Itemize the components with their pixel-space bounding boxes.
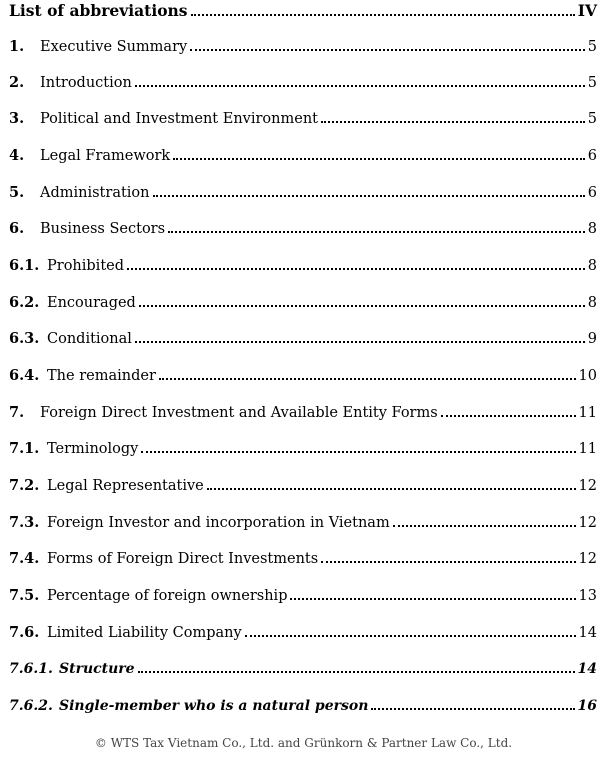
toc-entry-3[interactable] (9, 107, 597, 127)
page-footer: © WTS Tax Vietnam Co., Ltd. and Grünkorn & Partner Law Co., Ltd. (94, 736, 513, 750)
toc-entry-number: 1. (9, 38, 25, 55)
toc-entry-number: 7.3. (9, 514, 40, 531)
toc-leader-dots (135, 341, 585, 343)
toc-leader-dots (393, 525, 576, 527)
toc-leader-dots (138, 671, 575, 673)
toc-entry-label: List of abbreviations (9, 1, 188, 20)
toc-entry-5[interactable] (9, 181, 597, 201)
toc-entry-page: 12 (578, 551, 597, 567)
toc-leader-dots (207, 488, 576, 490)
toc-entry-label: Executive Summary (40, 39, 188, 55)
toc-leader-dots (321, 121, 585, 123)
toc-entry-label: Legal Representative (47, 478, 204, 494)
toc-entry-page: 8 (587, 221, 597, 237)
toc-entry-7-1[interactable] (9, 437, 597, 457)
toc-entry-label: The remainder (47, 368, 156, 384)
toc-entry-label: Prohibited (47, 258, 125, 274)
toc-entry-page: 8 (587, 258, 597, 274)
toc-entry-6-1[interactable] (9, 254, 597, 274)
toc-entry-number: 6.4. (9, 367, 40, 384)
toc-entry-page: 9 (587, 331, 597, 347)
toc-entry-page: 10 (578, 368, 597, 384)
toc-entry-label: Single-member who is a natural person (59, 698, 369, 714)
toc-entry-label: Limited Liability Company (47, 625, 242, 641)
toc-entry-number: 7. (9, 404, 25, 421)
toc-leader-dots (290, 598, 575, 600)
toc-entry-page: 16 (577, 698, 597, 714)
toc-entry-page: IV (577, 1, 597, 20)
toc-entry-page: 5 (587, 75, 597, 91)
toc-entry-number: 7.6. (9, 624, 40, 641)
toc-entry-6-4[interactable] (9, 364, 597, 384)
toc-entry-7[interactable] (9, 401, 597, 421)
toc-entry-label: Terminology (47, 441, 139, 457)
toc-entry-number: 5. (9, 184, 25, 201)
toc-entry-number: 2. (9, 74, 25, 91)
toc-entry-page: 5 (587, 39, 597, 55)
toc-entry-7-6[interactable] (9, 621, 597, 641)
toc-entry-page: 12 (578, 515, 597, 531)
toc-entry-7-5[interactable] (9, 584, 597, 604)
toc-entry-list-of-abbreviations[interactable] (9, 0, 597, 20)
toc-entry-label: Foreign Direct Investment and Available Entity Forms (40, 405, 438, 421)
toc-entry-number: 7.5. (9, 587, 40, 604)
toc-entry-number: 7.2. (9, 477, 40, 494)
toc-leader-dots (168, 231, 585, 233)
toc-entry-label: Structure (59, 661, 135, 677)
toc-entry-7-3[interactable] (9, 511, 597, 531)
toc-entry-label: Percentage of foreign ownership (47, 588, 288, 604)
toc-entry-number: 6. (9, 220, 25, 237)
toc-entry-label: Conditional (47, 331, 132, 347)
toc-entry-page: 14 (577, 661, 597, 677)
toc-entry-7-6-1[interactable] (9, 657, 597, 677)
toc-entry-label: Encouraged (47, 295, 136, 311)
toc-leader-dots (441, 415, 576, 417)
toc-leader-dots (139, 305, 585, 307)
toc-entry-label: Political and Investment Environment (40, 111, 318, 127)
toc-leader-dots (190, 49, 585, 51)
toc-entry-page: 6 (587, 148, 597, 164)
toc-entry-number: 6.2. (9, 294, 40, 311)
toc-leader-dots (245, 635, 576, 637)
toc-leader-dots (135, 85, 585, 87)
toc-leader-dots (141, 451, 575, 453)
toc-entry-label: Administration (40, 185, 150, 201)
toc-entry-label: Business Sectors (40, 221, 166, 237)
toc-entry-page: 5 (587, 111, 597, 127)
toc-leader-dots (127, 268, 585, 270)
toc-entry-2[interactable] (9, 71, 597, 91)
toc-entry-number: 7.4. (9, 550, 40, 567)
toc-entry-number: 4. (9, 147, 25, 164)
toc-entry-7-4[interactable] (9, 547, 597, 567)
toc-entry-1[interactable] (9, 35, 597, 55)
toc-entry-page: 13 (578, 588, 597, 604)
toc-leader-dots (159, 378, 576, 380)
toc-entry-number: 6.1. (9, 257, 40, 274)
toc-entry-4[interactable] (9, 144, 597, 164)
toc-entry-label: Introduction (40, 75, 132, 91)
toc-entry-page: 14 (578, 625, 597, 641)
toc-entry-label: Forms of Foreign Direct Investments (47, 551, 319, 567)
toc-leader-dots (321, 561, 575, 563)
toc-entry-7-6-2[interactable] (9, 694, 597, 714)
toc-entry-6-2[interactable] (9, 291, 597, 311)
toc-entry-page: 11 (578, 441, 597, 457)
toc-entry-6-3[interactable] (9, 327, 597, 347)
toc-entry-number: 7.1. (9, 440, 40, 457)
toc-leader-dots (153, 195, 585, 197)
toc-entry-number: 3. (9, 110, 25, 127)
toc-entry-number: 7.6.2. (9, 698, 53, 714)
toc-entry-page: 11 (578, 405, 597, 421)
toc-entry-label: Foreign Investor and incorporation in Vietnam (47, 515, 390, 531)
toc-entry-label: Legal Framework (40, 148, 171, 164)
toc-entry-6[interactable] (9, 217, 597, 237)
toc-leader-dots (173, 158, 585, 160)
toc-entry-7-2[interactable] (9, 474, 597, 494)
toc-leader-dots (191, 14, 575, 16)
toc-entry-page: 12 (578, 478, 597, 494)
toc-entry-page: 6 (587, 185, 597, 201)
toc-entry-page: 8 (587, 295, 597, 311)
toc-entry-number: 7.6.1. (9, 661, 53, 677)
toc-leader-dots (371, 708, 574, 710)
toc-entry-number: 6.3. (9, 330, 40, 347)
